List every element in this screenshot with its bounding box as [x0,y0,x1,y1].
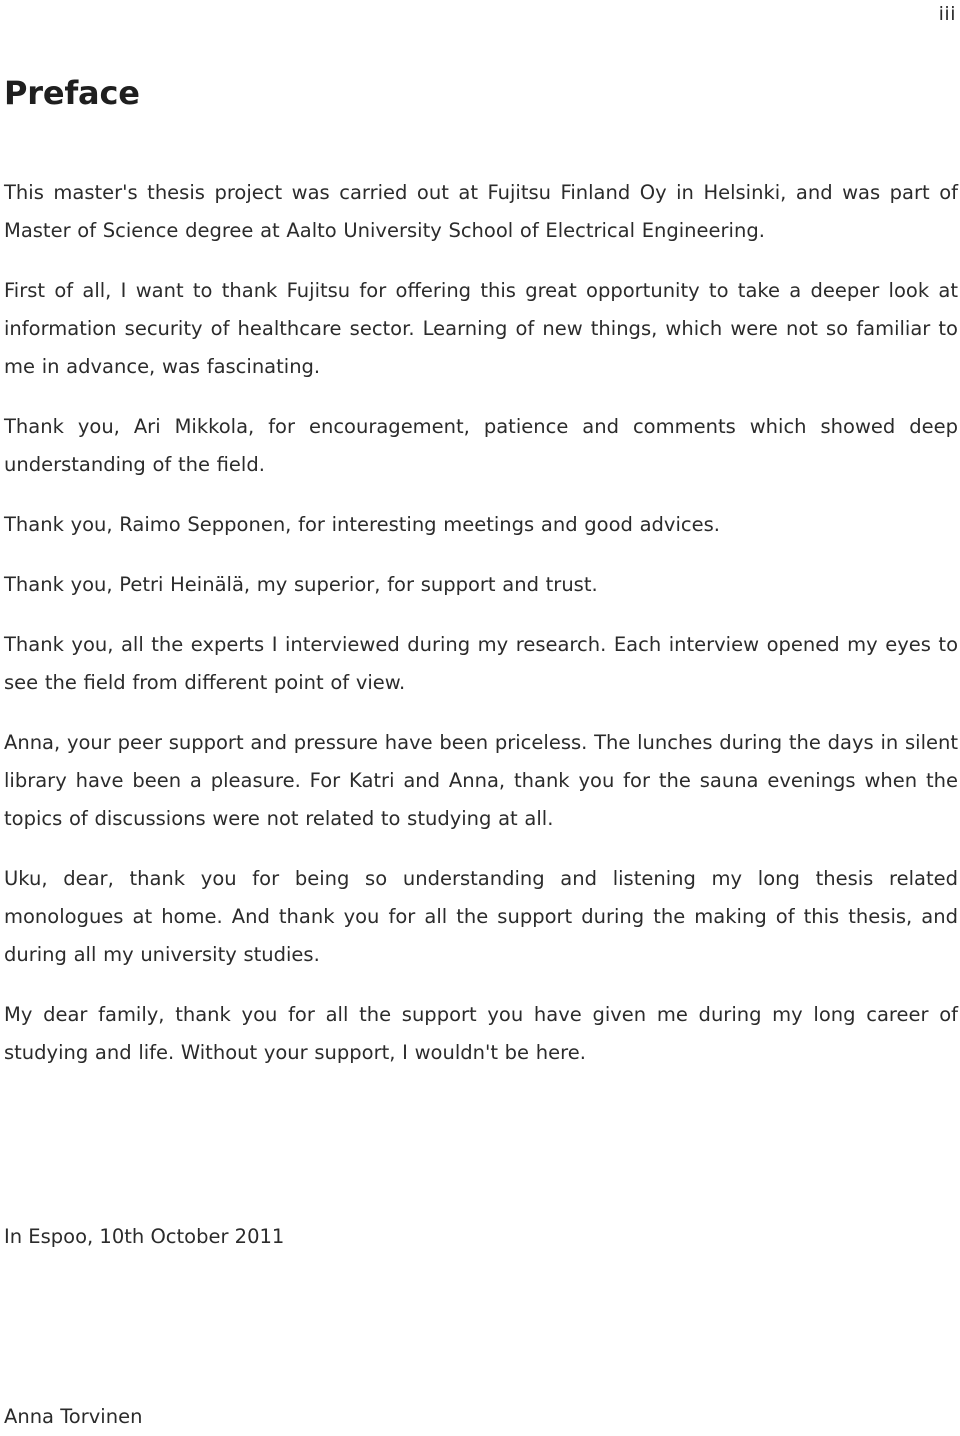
paragraph-thanks-sepponen: Thank you, Raimo Sepponen, for interesting meetings and good advices. [4,513,720,536]
place-date: In Espoo, 10th October 2011 [4,1225,285,1248]
preface-body [4,174,958,1094]
paragraph-thanks-family: My dear family, thank you for all the support you have given me during my long career of studying and life. Without your support, I wouldn't be here. [4,1003,958,1064]
paragraph-thanks-uku: Uku, dear, thank you for being so understanding and listening my long thesis related monologues at home. And thank you for all the support during the making of this thesis, and during all my university studies. [4,867,958,966]
paragraph-thanks-mikkola: Thank you, Ari Mikkola, for encouragement, patience and comments which showed deep understanding of the field. [4,415,958,476]
paragraph-thanks-experts: Thank you, all the experts I interviewed during my research. Each interview opened my eyes to see the field from different point of view. [4,633,958,694]
paragraph-thanks-heinala: Thank you, Petri Heinälä, my superior, for support and trust. [4,573,598,596]
author-name: Anna Torvinen [4,1405,143,1428]
paragraph-thanks-anna: Anna, your peer support and pressure have been priceless. The lunches during the days in silent library have been a pleasure. For Katri and Anna, thank you for the sauna evenings when the topics of discussions were not related to studying at all. [4,731,958,830]
paragraph-intro: This master's thesis project was carried out at Fujitsu Finland Oy in Helsinki, and was part of Master of Science degree at Aalto University School of Electrical Engineering. [4,181,958,242]
page-number: iii [938,3,956,25]
page-title: Preface [4,74,140,112]
paragraph-thanks-fujitsu: First of all, I want to thank Fujitsu for offering this great opportunity to take a deeper look at information security of healthcare sector. Learning of new things, which were not so familiar to me in advance, was fascinating. [4,279,958,378]
